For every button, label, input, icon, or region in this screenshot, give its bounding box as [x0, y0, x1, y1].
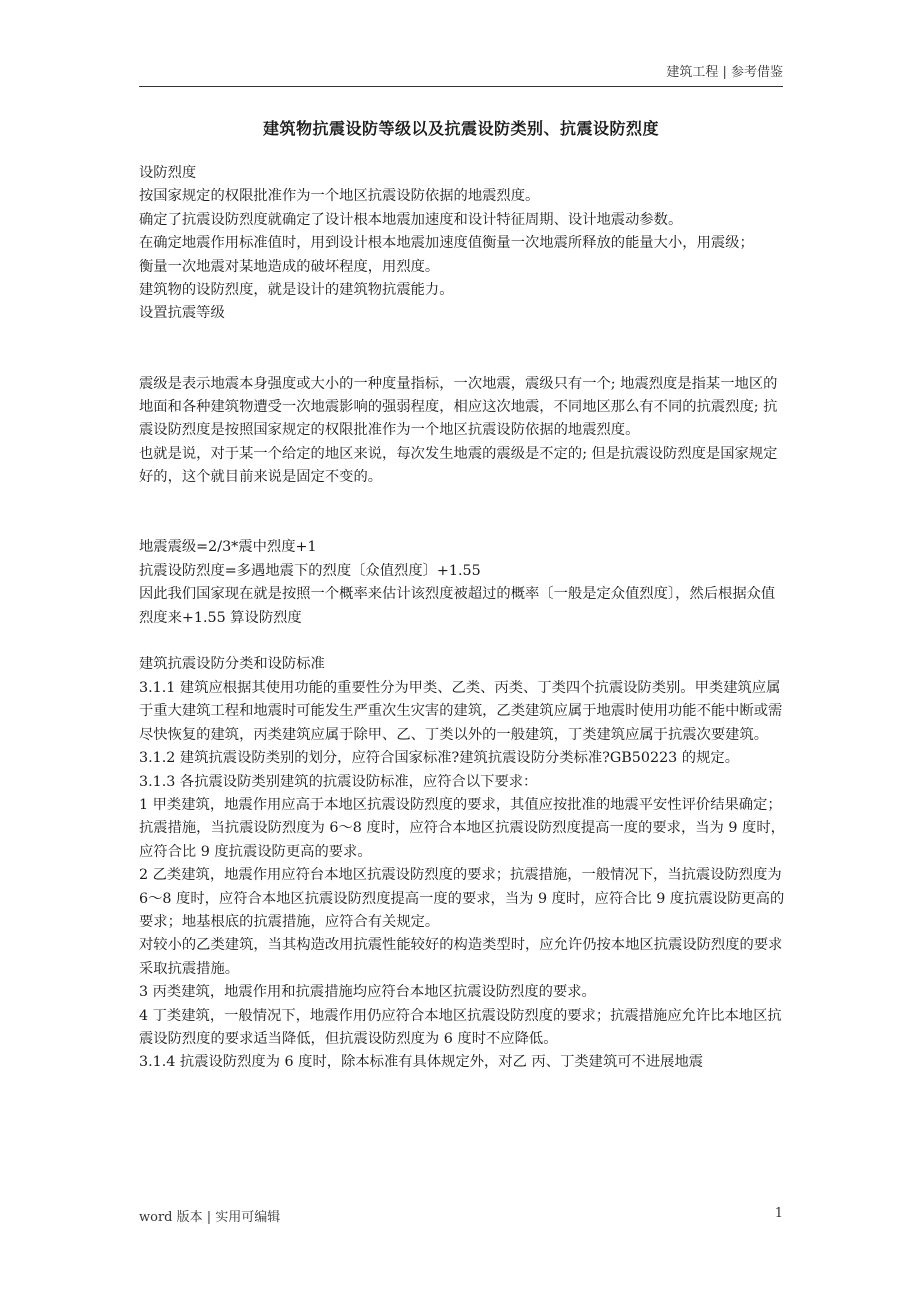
clause-item-1: 1 甲类建筑，地震作用应高于本地区抗震设防烈度的要求，其值应按批准的地震平安性评价结果确定；抗震措施，当抗震设防烈度为 6～8 度时，应符合本地区抗震设防烈度提高一度的要求，当为 9 度时，应符合比 9 度抗震设防更高的要求。 [139, 796, 785, 860]
clause-3-1-4: 3.1.4 抗震设防烈度为 6 度时，除本标准有具体规定外，对乙 丙、丁类建筑可不进展地震 [139, 1054, 704, 1071]
clause-note: 对较小的乙类建筑，当其构造改用抗震性能较好的构造类型时，应允许仍按本地区抗震设防烈度的要求采取抗震措施。 [139, 937, 783, 977]
header-text: 建筑工程 | 参考借鉴 [666, 65, 783, 80]
clause-item-4: 4 丁类建筑，一般情况下，地震作用仍应符合本地区抗震设防烈度的要求；抗震措施应允许比本地区抗震设防烈度的要求适当降低，但抗震设防烈度为 6 度时不应降低。 [139, 1007, 782, 1047]
page-number: 1 [774, 1206, 783, 1221]
paragraph: 因此我们国家现在就是按照一个概率来估计该烈度被超过的概率〔一般是定众值烈度〕，然后根据众值烈度来+1.55 算设防烈度 [139, 586, 776, 626]
paragraph: 按国家规定的权限批准作为一个地区抗震设防依据的地震烈度。 [139, 188, 540, 205]
paragraph: 在确定地震作用标准值时，用到设计根本地震加速度值衡量一次地震所释放的能量大小，用震级； [139, 235, 754, 252]
paragraph: 也就是说，对于某一个给定的地区来说，每次发生地震的震级是不定的; 但是抗震设防烈度是国家规定好的，这个就目前来说是固定不变的。 [139, 445, 778, 486]
clause-item-2: 2 乙类建筑，地震作用应符台本地区抗震设防烈度的要求；抗震措施，一般情况下，当抗震设防烈度为 6～8 度时，应符合本地区抗震设防烈度提高一度的要求，当为 9 度时，应符合比 9 度抗震设防更高的要求；地基根底的抗震措施，应符合有关规定。 [139, 867, 785, 930]
document-body [139, 162, 787, 1075]
paragraph: 震级是表示地震本身强度或大小的一种度量指标，一次地震，震级只有一个; 地震烈度是指某一地区的地面和各种建筑物遭受一次地震影响的强弱程度，相应这次地震，不同地区那么有不同的抗震烈度; 抗震设防烈度是按照国家规定的权限批准作为一个地区抗震设防依据的地震烈度。 [139, 375, 778, 439]
section-heading-classification: 建筑抗震设防分类和设防标准 [139, 656, 325, 673]
formula-fortification-intensity: 抗震设防烈度=多遇地震下的烈度〔众值烈度〕+1.55 [139, 562, 481, 579]
document-title: 建筑物抗震设防等级以及抗震设防类别、抗震设防烈度 [262, 119, 659, 138]
section-heading-fortification-intensity: 设防烈度 [139, 165, 197, 181]
footer-text: word 版本 | 实用可编辑 [139, 1210, 281, 1225]
clause-3-1-1: 3.1.1 建筑应根据其使用功能的重要性分为甲类、乙类、丙类、丁类四个抗震设防类别。甲类建筑应属于重大建筑工程和地震时可能发生严重次生灾害的建筑，乙类建筑应属于地震时使用功能不能中断或需尽快恢复的建筑，丙类建筑应属于除甲、乙、丁类以外的一般建筑，丁类建筑应属于抗震次要建筑。 [139, 679, 783, 743]
page-header [139, 62, 783, 87]
paragraph: 确定了抗震设防烈度就确定了设计根本地震加速度和设计特征周期、设计地震动参数。 [139, 211, 683, 228]
paragraph: 建筑物的设防烈度，就是设计的建筑物抗震能力。 [139, 282, 454, 299]
clause-3-1-2: 3.1.2 建筑抗震设防类别的划分，应符合国家标准?建筑抗震设防分类标准?GB50223 的规定。 [139, 750, 739, 767]
paragraph: 衡量一次地震对某地造成的破坏程度，用烈度。 [139, 258, 440, 275]
section-subheading-seismic-grade: 设置抗震等级 [139, 305, 225, 322]
clause-item-3: 3 丙类建筑，地震作用和抗震措施均应符台本地区抗震设防烈度的要求。 [139, 984, 596, 1001]
clause-3-1-3: 3.1.3 各抗震设防类别建筑的抗震设防标准，应符合以下要求： [139, 773, 538, 790]
formula-magnitude: 地震震级=2/3*震中烈度+1 [139, 539, 317, 556]
